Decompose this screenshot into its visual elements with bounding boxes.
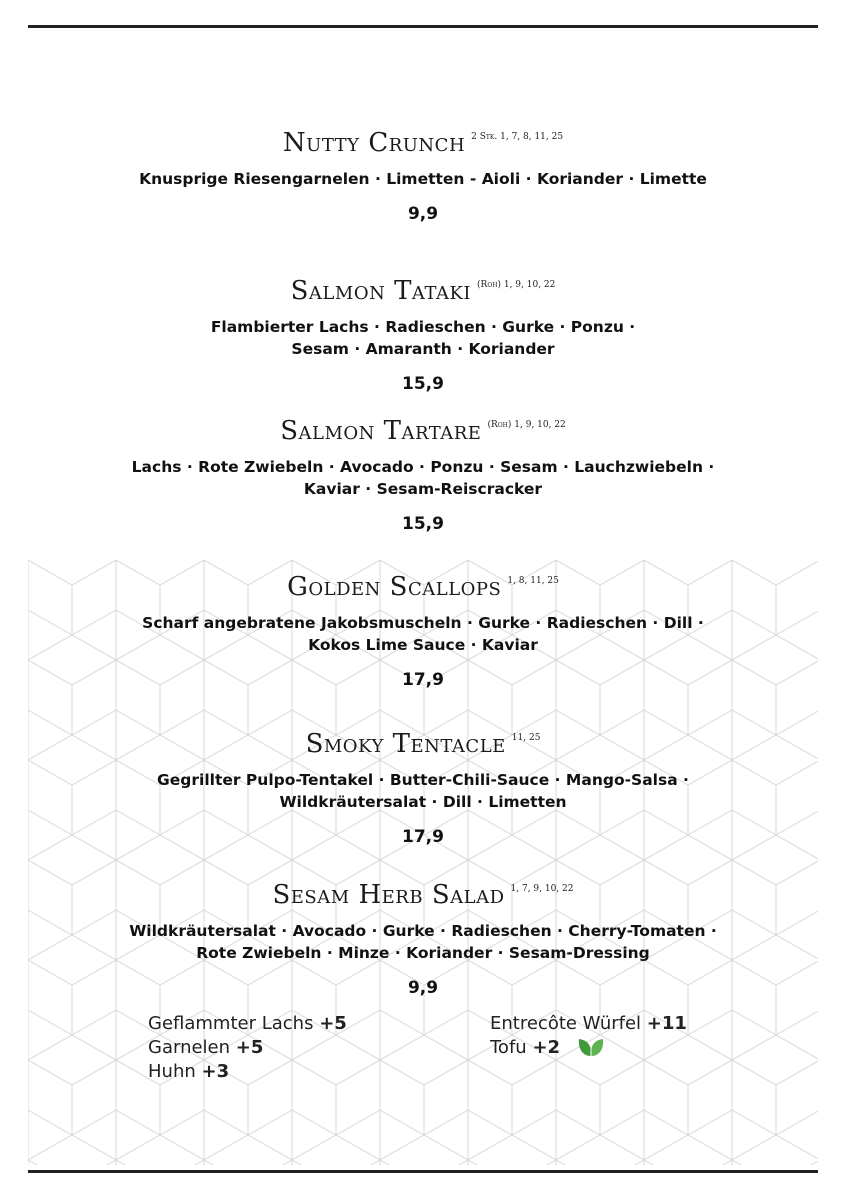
dish-title: Nutty Crunch <box>282 128 466 158</box>
dish-price: 17,9 <box>402 827 444 847</box>
dish-description <box>0 316 846 360</box>
vegan-leaf-icon <box>576 1036 606 1058</box>
extra-option <box>490 1036 687 1060</box>
salad-extras-left <box>148 1012 347 1084</box>
description-line: Gegrillter Pulpo-Tentakel · Butter-Chili-Sauce · Mango-Salsa · <box>157 771 689 789</box>
salad-extras-right <box>490 1012 687 1060</box>
extra-option <box>148 1012 347 1036</box>
extra-price: +5 <box>235 1037 264 1058</box>
dish-title: Salmon Tataki <box>290 276 472 306</box>
dish-price: 9,9 <box>407 204 439 224</box>
menu-item-salmon-tartare <box>0 416 846 534</box>
extra-price: +2 <box>532 1037 561 1058</box>
extra-price: +11 <box>646 1013 687 1034</box>
description-line: Lachs · Rote Zwiebeln · Avocado · Ponzu · Sesam · Lauchzwiebeln · <box>131 458 715 476</box>
allergen-codes: 11, 25 <box>511 733 541 743</box>
description-line: Scharf angebratene Jakobsmuscheln · Gurke · Radieschen · Dill · <box>142 614 704 632</box>
extra-option <box>490 1012 687 1036</box>
menu-item-nutty-crunch <box>0 128 846 224</box>
description-line: Wildkräutersalat · Dill · Limetten <box>279 793 567 811</box>
description-line: Knusprige Riesengarnelen · Limetten - Aioli · Koriander · Limette <box>139 170 707 188</box>
extra-price: +3 <box>201 1061 230 1082</box>
menu-item-salmon-tataki <box>0 276 846 394</box>
dish-price: 9,9 <box>407 978 439 998</box>
description-line: Flambierter Lachs · Radieschen · Gurke · Ponzu · <box>210 318 636 336</box>
allergen-codes: (Roh) 1, 9, 10, 22 <box>487 420 566 430</box>
dish-price: 15,9 <box>402 374 444 394</box>
extra-name: Huhn <box>148 1061 196 1082</box>
menu-item-smoky-tentacle <box>0 729 846 847</box>
extra-name: Garnelen <box>148 1037 231 1058</box>
menu-item-sesam-herb-salad <box>0 880 846 998</box>
dish-description <box>0 769 846 813</box>
extra-price: +5 <box>319 1013 347 1034</box>
description-line: Kokos Lime Sauce · Kaviar <box>308 636 538 654</box>
dish-title: Smoky Tentacle <box>305 729 506 759</box>
extra-option <box>148 1060 347 1084</box>
extra-option <box>148 1036 347 1060</box>
dish-price: 17,9 <box>402 670 444 690</box>
dish-price: 15,9 <box>402 514 444 534</box>
dish-description <box>0 168 846 190</box>
dish-description <box>0 456 846 500</box>
dish-title: Sesam Herb Salad <box>272 880 505 910</box>
dish-title: Golden Scallops <box>287 572 502 602</box>
description-line: Rote Zwiebeln · Minze · Koriander · Sesam-Dressing <box>196 944 650 962</box>
top-divider <box>28 25 818 28</box>
extra-name: Entrecôte Würfel <box>490 1013 642 1034</box>
bottom-divider <box>28 1170 818 1173</box>
allergen-codes: (Roh) 1, 9, 10, 22 <box>477 280 556 290</box>
dish-description <box>0 920 846 964</box>
description-line: Kaviar · Sesam-Reiscracker <box>303 480 543 498</box>
dish-description <box>0 612 846 656</box>
allergen-codes: 1, 7, 9, 10, 22 <box>510 884 574 894</box>
dish-title: Salmon Tartare <box>280 416 482 446</box>
allergen-codes: 1, 8, 11, 25 <box>507 576 559 586</box>
extra-name: Tofu <box>490 1037 527 1058</box>
description-line: Sesam · Amaranth · Koriander <box>291 340 555 358</box>
extra-name: Geflammter Lachs <box>148 1013 314 1034</box>
menu-item-golden-scallops <box>0 572 846 690</box>
allergen-codes: 2 Stk. 1, 7, 8, 11, 25 <box>471 132 564 142</box>
description-line: Wildkräutersalat · Avocado · Gurke · Radieschen · Cherry-Tomaten · <box>129 922 717 940</box>
